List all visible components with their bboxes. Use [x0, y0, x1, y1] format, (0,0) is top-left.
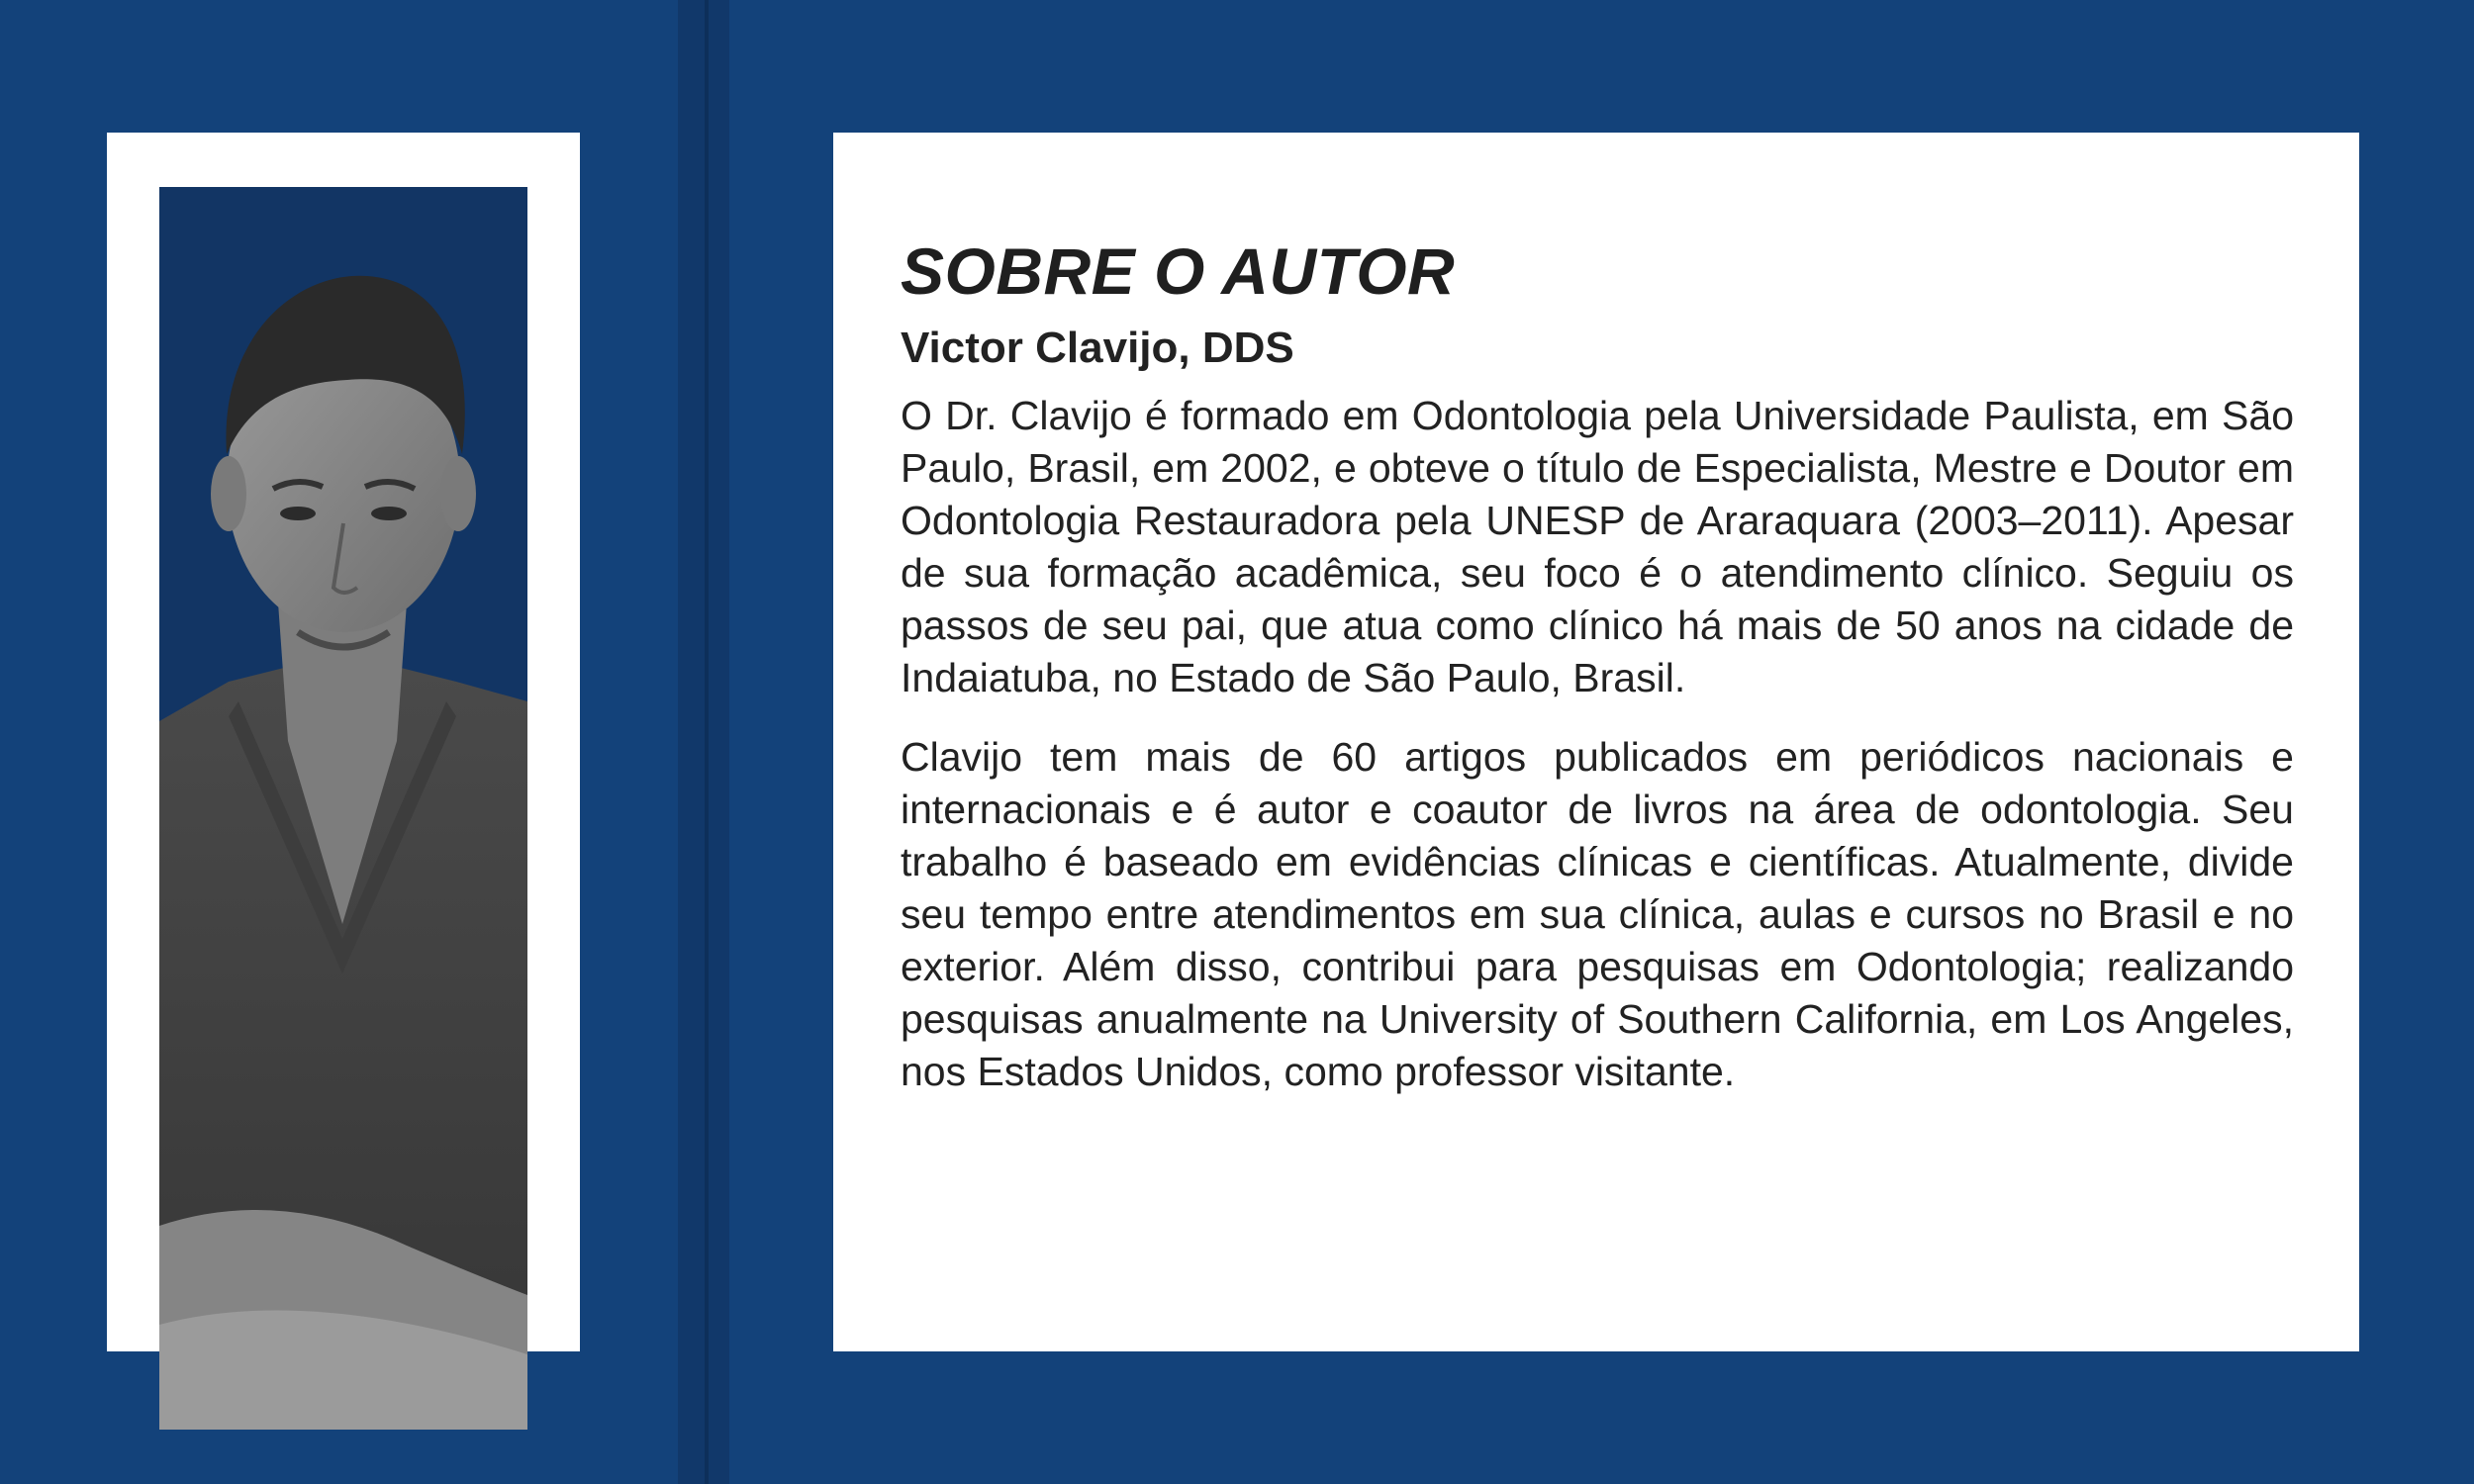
about-author-content	[901, 232, 2294, 1098]
bio-paragraph: O Dr. Clavijo é formado em Odontologia pela Universidade Paulista, em São Paulo, Brasil, em 2002, e obteve o título de Especialista, Mestre e Doutor em Odontologia Restauradora pela UNESP de Araraquara (2003–2011). Apesar de sua formação acadêmica, seu foco é o atendimento clínico. Seguiu os passos de seu pai, que atua como clínico há mais de 50 anos na cidade de Indaiatuba, no Estado de São Paulo, Brasil.	[901, 393, 2294, 700]
author-portrait-illustration	[159, 187, 527, 1430]
bio-paragraph: Clavijo tem mais de 60 artigos publicados em periódicos nacionais e internacionais e é autor e coautor de livros na área de odontologia. Seu trabalho é baseado em evidências clínicas e científicas. Atualmente, divide seu tempo entre atendimentos em sua clínica, aulas e cursos no Brasil e no exterior. Além disso, contribui para pesquisas em Odontologia; realizando pesquisas anualmente na University of Southern California, em Los Angeles, nos Estados Unidos, como professor visitante.	[901, 734, 2294, 1094]
author-name: Victor Clavijo, DDS	[901, 324, 1294, 372]
section-title: SOBRE O AUTOR	[901, 234, 1456, 308]
author-photo-card	[107, 133, 580, 1351]
book-spine	[678, 0, 729, 1484]
author-photo	[159, 187, 527, 1430]
about-author-card	[833, 133, 2359, 1351]
spine-divider	[705, 0, 709, 1484]
